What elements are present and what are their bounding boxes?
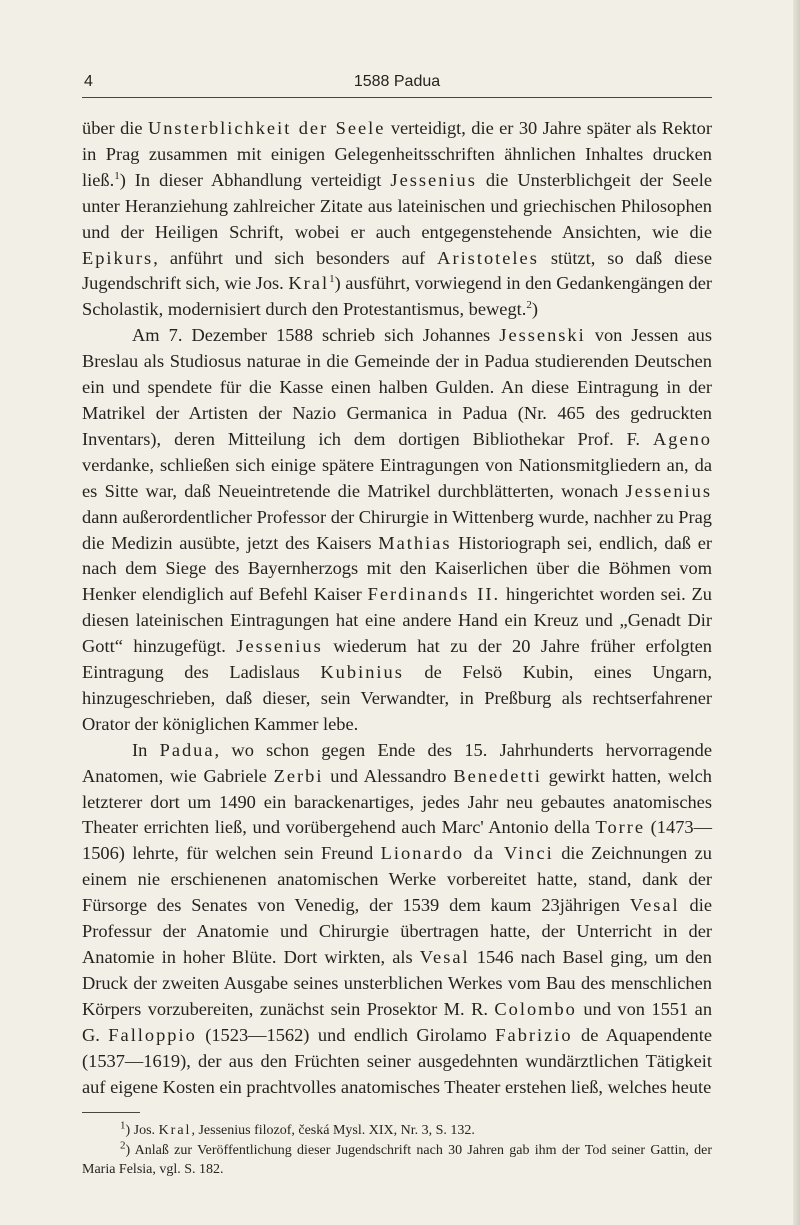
text-run: und von 1551 an G. <box>82 998 713 1045</box>
text-run: über die <box>82 118 148 138</box>
text-run: verteidigt, die er 30 Jahre später als Rektor in Prag zusammen mit einigen Gelegenheitsschriften ähnlichen Inhaltes drucken ließ. <box>82 118 712 190</box>
paragraph <box>82 323 712 738</box>
spaced-emphasis: Epikurs <box>82 247 154 268</box>
text-run: , Jessenius filozof, česká Mysl. XIX, Nr. 3, S. 132. <box>191 1123 475 1139</box>
spaced-emphasis: Zerbi <box>273 765 324 786</box>
text-run: stützt, so daß diese Jugendschrift sich, wie Jos. <box>82 247 712 294</box>
paragraph <box>82 738 712 1101</box>
spaced-emphasis: Kral <box>158 1123 192 1139</box>
text-run: hingerichtet worden sei. Zu diesen lateinischen Eintragungen hat eine andere Hand ein Kreuz und „Genadt Dir Gott“ hinzugefügt. <box>82 584 712 657</box>
running-head-title: 1588 Padua <box>353 73 441 90</box>
text-run: die Zeichnungen zu einem nie erschienenen anatomischen Werke vorbereitet hatte, stand, dank der Fürsorge des Senates von Venedig, der 1539 dem kaum 23jährigen <box>82 843 712 916</box>
text-run: und Alessandro <box>323 765 454 786</box>
text-run: 1546 nach Basel ging, um den Druck der zweiten Ausgabe seines unsterblichen Werkes vom Bau des menschlichen Körpers vorzubereiten, zunächst sein Prosektor M. R. <box>82 947 712 1019</box>
text-run: de Aquapendente (1537—1619), der aus den Früchten seiner ausgedehnten wundärztlichen Tätigkeit auf eigene Kosten ein prachtvolles anatomisches Theater erstehen ließ, welches heute <box>82 1024 712 1097</box>
footnote-marker: 1 <box>120 1119 126 1132</box>
footnote-marker: 1 <box>329 273 335 286</box>
paragraph <box>82 116 712 323</box>
spaced-emphasis: Unsterblichkeit der Seele <box>147 118 386 138</box>
spaced-emphasis: Aristoteles <box>437 247 539 268</box>
text-run: ) ausführt, vorwiegend in den Gedankengängen der Scholastik, modernisiert durch den Protestantismus, bewegt. <box>82 273 713 320</box>
text-run: ) Anlaß zur Veröffentlichung dieser Jugendschrift nach 30 Jahren gab ihm der Tod seiner Gattin, der Maria Felsia, vgl. S. 182. <box>82 1142 712 1178</box>
running-head <box>82 66 712 94</box>
text-run: (1523—1562) und endlich Girolamo <box>196 1024 496 1045</box>
text-run: , wo schon gegen Ende des 15. Jahrhunderts hervorragende Anatomen, wie Gabriele <box>82 739 712 786</box>
text-run: In <box>132 739 160 760</box>
text-run: de Felsö Kubin, eines Ungarn, hinzugeschrieben, daß dieser, sein Verwandter, in Preßburg als rechtserfahrener Orator der königlichen Kammer lebe. <box>82 662 712 734</box>
text-run: ) Jos. <box>125 1123 159 1139</box>
spaced-emphasis: Jessenius <box>236 636 323 657</box>
spaced-emphasis: Benedetti <box>453 765 542 786</box>
body-text <box>82 116 712 1100</box>
spaced-emphasis: Lionardo da Vinci <box>380 843 554 864</box>
spaced-emphasis: Vesal <box>419 947 470 967</box>
spaced-emphasis: Jessenius <box>625 480 712 501</box>
text-run: ) <box>531 299 538 320</box>
spaced-emphasis: Torre <box>595 817 646 838</box>
text-run: von Jessen aus Breslau als Studiosus naturae in die Gemeinde der in Padua studierenden Deutschen ein und spendete für die Kasse einen halben Gulden. An diese Eintragung in der Matrikel der Artisten der Nazio Germanica in Padua (Nr. 465 des gedruckten Inventars), deren Mitteilung ich dem dortigen Bibliothekar Prof. F. <box>82 325 712 449</box>
spaced-emphasis: Ferdinands II. <box>367 584 501 605</box>
text-run: die Unsterblichgeit der Seele unter Heranziehung zahlreicher Zitate aus lateinischen und griechischen Philosophen und der Heiligen Schrift, wobei er auch entgegenstehende Ansichten, wie die <box>82 169 712 242</box>
footnote-marker: 1 <box>114 169 120 182</box>
spaced-emphasis: Fabrizio <box>495 1024 573 1045</box>
header-rule <box>82 97 712 98</box>
spaced-emphasis: Kubinius <box>320 662 404 683</box>
spaced-emphasis: Padua <box>159 739 215 760</box>
footnotes <box>82 1121 712 1180</box>
text-run: die Professur der Anatomie und Chirurgie übertragen hatte, der Unterricht in der Anatomie in hoher Blüte. Dort wirkten, als <box>82 895 712 967</box>
text-run: wiederum hat zu der 20 Jahre früher erfolgten Eintragung des Ladislaus <box>82 636 712 683</box>
spaced-emphasis: Kral <box>288 273 330 294</box>
footnote-marker: 2 <box>120 1139 126 1152</box>
text-run: ) In dieser Abhandlung verteidigt <box>119 169 391 190</box>
spaced-emphasis: Colombo <box>494 998 577 1019</box>
text-run: dann außerordentlicher Professor der Chirurgie in Wittenberg wurde, nachher zu Prag die Medizin ausübte, jetzt des Kaisers <box>82 506 712 553</box>
spaced-emphasis: Jessenski <box>499 325 586 346</box>
page-edge <box>793 0 800 1225</box>
spaced-emphasis: Jessenius <box>390 169 477 190</box>
footnote-rule <box>82 1112 140 1113</box>
text-run: Historiograph sei, endlich, daß er nach dem Siege des Bayernherzogs mit den Kaiserlichen über die Böhmen vom Henker elendiglich auf Befehl Kaiser <box>82 532 712 605</box>
footnote-marker: 2 <box>526 299 532 312</box>
spaced-emphasis: Ageno <box>652 428 712 449</box>
text-run: , anführt und sich besonders auf <box>153 247 438 268</box>
spaced-emphasis: Falloppio <box>108 1024 197 1045</box>
text-run: verdanke, schließen sich einige spätere Eintragungen von Nationsmitgliedern an, da es Sitte war, daß Neueintretende die Matrikel durchblätterten, wonach <box>82 454 712 501</box>
footnote <box>82 1141 712 1180</box>
text-run: gewirkt hatten, welch letzterer dort um 1490 ein barackenartiges, jedes Jahr neu gebautes anatomisches Theater errichten ließ, und vorübergehend auch Marc' Antonio della <box>82 765 712 838</box>
footnote <box>82 1121 712 1141</box>
page-number: 4 <box>84 73 93 90</box>
text-run: (1473—1506) lehrte, für welchen sein Freund <box>82 817 712 864</box>
text-run: Am 7. Dezember 1588 schrieb sich Johannes <box>132 325 500 346</box>
book-page <box>82 66 712 1180</box>
spaced-emphasis: Vesal <box>629 895 680 916</box>
spaced-emphasis: Mathias <box>378 532 452 553</box>
